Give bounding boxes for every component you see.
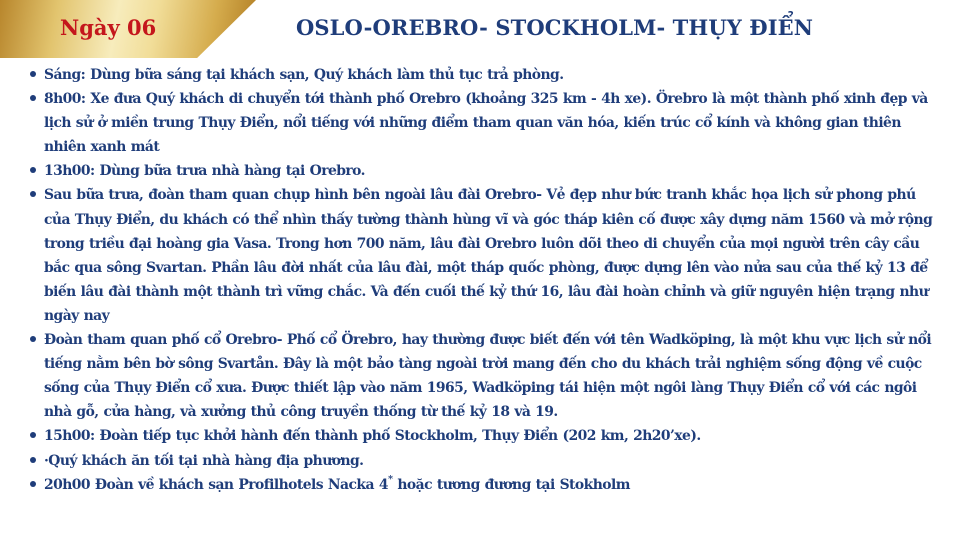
schedule-text: ·Quý khách ăn tối tại nhà hàng địa phương.: [44, 452, 364, 469]
bullet-icon: [30, 432, 36, 438]
schedule-text: Sau bữa trưa, đoàn tham quan chụp hình bên ngoài lâu đài Orebro- Vẻ đẹp như bức tranh khắc họa lịch sử phong phú của Thụy Điển, du khách có thể nhìn thấy tường thành hùng vĩ và góc tháp kiên cố được xây dựng năm 1560 và mở rộng trong triều đại hoàng gia Vasa. Trong hơn 700 năm, lâu đài Orebro luôn dõi theo di chuyển của mọi người trên cây cầu bắc qua sông Svartan. Phần lâu đời nhất của lâu đài, một tháp quốc phòng, được dựng lên vào nửa sau của thế kỷ 13 để biến lâu đài thành một thành trì vững chắc. Và đến cuối thế kỷ thứ 16, lâu đài hoàn chỉnh và giữ nguyên hiện trạng như ngày nay: [44, 187, 933, 324]
schedule-item-orebro-castle: [30, 183, 942, 328]
bullet-icon: [30, 167, 36, 173]
schedule-item-depart-stockholm: [30, 424, 942, 448]
schedule-item-hotel: [30, 473, 942, 497]
bullet-icon: [30, 95, 36, 101]
hotel-text-after: hoặc tương đương tại Stokholm: [392, 476, 630, 493]
star-rating-superscript: *: [387, 473, 393, 485]
schedule-text: Đoàn tham quan phố cổ Orebro- Phố cổ Örebro, hay thường được biết đến với tên Wadköping, là một khu vực lịch sử nổi tiếng nằm bên bờ sông Svartån. Đây là một bảo tàng ngoài trời mang đến cho du khách trải nghiệm sống động về cuộc sống của Thụy Điển cổ xưa. Được thiết lập vào năm 1965, Wadköping tái hiện một ngôi làng Thụy Điển cổ với các ngôi nhà gỗ, cửa hàng, và xưởng thủ công truyền thống từ thế kỷ 18 và 19.: [44, 332, 932, 421]
schedule-item-old-town: [30, 328, 942, 424]
schedule-item-lunch: [30, 159, 942, 183]
bullet-icon: [30, 336, 36, 342]
schedule-list: [30, 63, 942, 497]
bullet-icon: [30, 457, 36, 463]
page-title: OSLO-OREBRO- STOCKHOLM- THỤY ĐIỂN: [296, 15, 814, 40]
schedule-text: Sáng: Dùng bữa sáng tại khách sạn, Quý khách làm thủ tục trả phòng.: [44, 67, 564, 83]
schedule-item-transfer-orebro: [30, 87, 942, 159]
day-label: Ngày 06: [60, 15, 157, 40]
schedule-item-breakfast: [30, 63, 942, 87]
bullet-icon: [30, 71, 36, 77]
schedule-text: 15h00: Đoàn tiếp tục khởi hành đến thành phố Stockholm, Thụy Điển (202 km, 2h20’xe).: [44, 428, 701, 445]
schedule-item-dinner: [30, 449, 942, 473]
bullet-icon: [30, 191, 36, 197]
schedule-text: 13h00: Dùng bữa trưa nhà hàng tại Orebro.: [44, 163, 365, 180]
hotel-text-before: 20h00 Đoàn về khách sạn Profilhotels Nacka 4: [44, 476, 388, 493]
bullet-icon: [30, 481, 36, 487]
schedule-text: 8h00: Xe đưa Quý khách di chuyển tới thành phố Orebro (khoảng 325 km - 4h xe). Örebro là một thành phố xinh đẹp và lịch sử ở miền trung Thụy Điển, nổi tiếng với những điểm tham quan văn hóa, kiến trúc cổ kính và không gian thiên nhiên xanh mát: [44, 91, 928, 156]
